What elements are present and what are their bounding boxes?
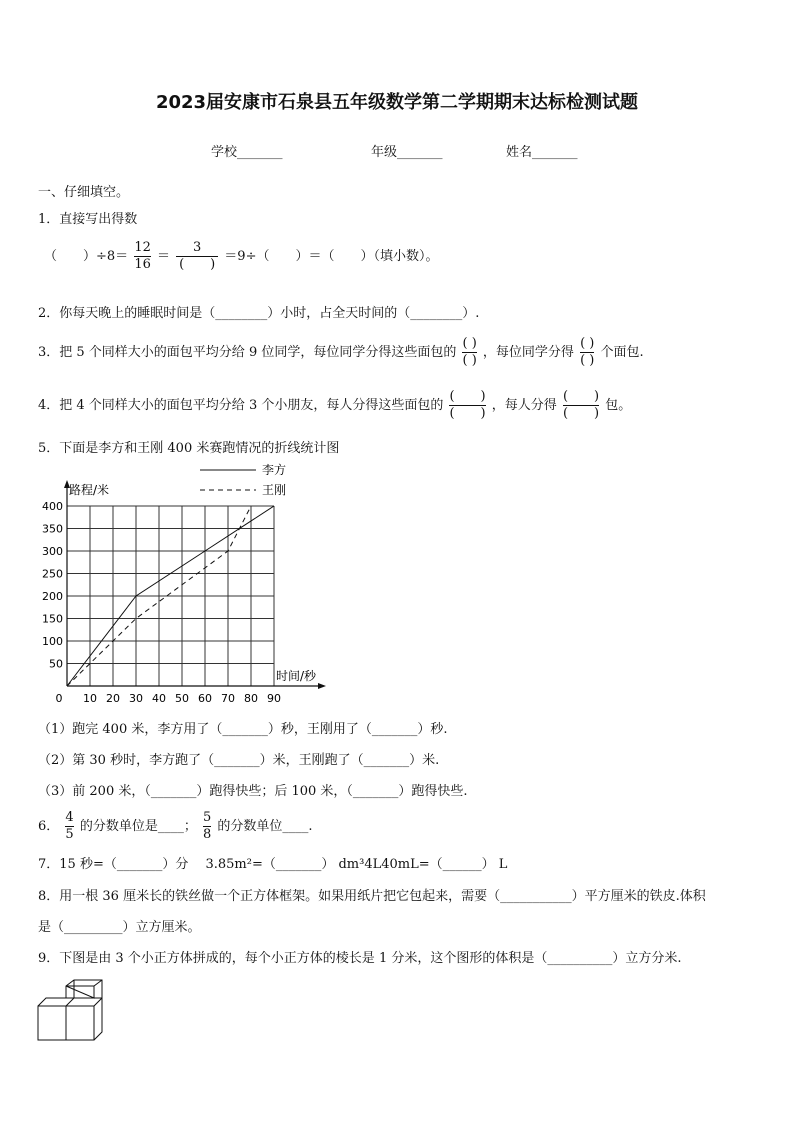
y-tick-label: 350 — [42, 522, 63, 536]
fraction-blank — [449, 389, 485, 422]
question-7: 7．15 秒=（_______）分 3.85m²=（_______） dm³4L40mL=（______） L — [38, 857, 508, 872]
fraction-numerator: ( ) — [580, 336, 595, 351]
cube-top-face — [38, 998, 74, 1006]
fraction-blank — [563, 389, 599, 422]
y-tick-label: 100 — [42, 635, 63, 648]
cube-front-face — [38, 1006, 66, 1040]
x-tick-label: 50 — [175, 692, 189, 705]
question-3 — [38, 336, 644, 369]
question-8-line-1: 8．用一根 36 厘米长的铁丝做一个正方体框架。如果用纸片把它包起来，需要（___________）平方厘米的铁皮.体积 — [38, 889, 706, 904]
fraction-4-5 — [65, 810, 73, 843]
fraction-denominator: 5 — [65, 827, 74, 842]
x-axis-label: 时间/秒 — [276, 669, 317, 683]
question-1-label: 1．直接写出得数 — [38, 212, 138, 227]
cube-upper-edge — [94, 980, 102, 986]
question-8-line-2: 是（_________）立方厘米。 — [38, 920, 201, 935]
school-field: 学校_______ — [211, 145, 283, 160]
y-tick-label: 400 — [42, 500, 63, 513]
fraction-numerator: 3 — [193, 240, 202, 255]
line-chart — [30, 458, 340, 708]
fraction-denominator: 8 — [203, 827, 212, 842]
fraction-numerator: ( ) — [562, 389, 600, 404]
question-2: 2．你每天晚上的睡眠时间是（________）小时，占全天时间的（________）. — [38, 306, 480, 321]
fraction-blank — [580, 336, 594, 369]
q3-part2: ，每位同学分得 — [482, 345, 574, 360]
fraction-denominator: ( ) — [449, 406, 486, 421]
fraction-denominator: ( ) — [179, 257, 216, 272]
y-tick-label: 50 — [49, 657, 63, 671]
q1-equals: ＝ — [157, 249, 171, 264]
fraction-numerator: 4 — [65, 810, 74, 825]
legend-label: 李方 — [262, 463, 287, 477]
y-tick-label: 150 — [42, 612, 63, 626]
fraction-denominator: 16 — [134, 257, 151, 272]
q6-part2: 的分数单位____. — [217, 819, 313, 834]
x-tick-label: 30 — [129, 692, 143, 705]
x-tick-label: 60 — [198, 692, 212, 705]
legend-label: 王刚 — [262, 483, 287, 497]
x-tick-label: 40 — [152, 692, 166, 705]
fraction-numerator: ( ) — [462, 336, 477, 351]
x-tick-label: 90 — [267, 692, 281, 705]
three-cubes-figure — [36, 978, 106, 1044]
fraction-3-blank — [176, 240, 218, 273]
q4-part2: ，每人分得 — [491, 398, 557, 413]
fraction-numerator: ( ) — [449, 389, 486, 404]
question-5-sub-2: （2）第 30 秒时，李方跑了（_______）米，王刚跑了（_______）米. — [38, 753, 440, 768]
q4-part1: 4．把 4 个同样大小的面包平均分给 3 个小朋友，每人分得这些面包的 — [38, 398, 444, 413]
question-1-body — [44, 240, 438, 273]
q3-part3: 个面包. — [600, 345, 644, 360]
fraction-numerator: 5 — [203, 810, 212, 825]
question-5-label: 5．下面是李方和王刚 400 米赛跑情况的折线统计图 — [38, 441, 340, 456]
fraction-denominator: ( ) — [562, 406, 600, 421]
fraction-denominator: ( ) — [580, 353, 595, 368]
x-tick-label: 80 — [244, 692, 258, 705]
cube-upper-face — [66, 980, 102, 998]
cube-front-face — [66, 1006, 94, 1040]
grade-field: 年级_______ — [371, 145, 443, 160]
fraction-denominator: ( ) — [462, 353, 477, 368]
cube-upper-edge — [66, 986, 94, 998]
question-6 — [38, 810, 313, 843]
name-field: 姓名_______ — [506, 145, 578, 160]
q1-part1: （ ）÷8＝ — [44, 249, 129, 264]
y-tick-label: 250 — [42, 567, 63, 581]
q6-number: 6． — [38, 819, 60, 834]
section-heading: 一、仔细填空。 — [38, 185, 130, 200]
fraction-numerator: 12 — [134, 240, 151, 255]
x-tick-label: 10 — [83, 692, 97, 705]
fraction-12-16 — [134, 240, 151, 273]
x-tick-label: 20 — [106, 692, 120, 705]
x-axis-arrow — [318, 683, 326, 689]
x-tick-label: 70 — [221, 692, 235, 705]
fraction-blank — [462, 336, 476, 369]
q3-part1: 3．把 5 个同样大小的面包平均分给 9 位同学，每位同学分得这些面包的 — [38, 345, 457, 360]
fraction-5-8 — [203, 810, 211, 843]
q1-part2: ＝9÷（ ）＝（ ）（填小数）。 — [224, 249, 439, 264]
question-4 — [38, 389, 631, 422]
question-9: 9．下图是由 3 个小正方体拼成的，每个小正方体的棱长是 1 分米，这个图形的体积是（__________）立方分米. — [38, 951, 682, 966]
y-tick-label: 300 — [42, 545, 63, 558]
q4-part3: 包。 — [605, 398, 632, 413]
q6-part1: 的分数单位是____； — [79, 819, 197, 834]
page-title: 2023届安康市石泉县五年级数学第二学期期末达标检测试题 — [155, 92, 639, 113]
cube-side-face — [94, 998, 102, 1040]
y-axis-label: 路程/米 — [69, 483, 110, 497]
y-tick-label: 200 — [42, 590, 63, 603]
origin-label: 0 — [55, 692, 63, 705]
question-5-sub-1: （1）跑完 400 米，李方用了（_______）秒，王刚用了（_______）秒. — [38, 722, 448, 737]
question-5-sub-3: （3）前 200 米，（_______）跑得快些；后 100 米，（_______）跑得快些. — [38, 784, 468, 799]
